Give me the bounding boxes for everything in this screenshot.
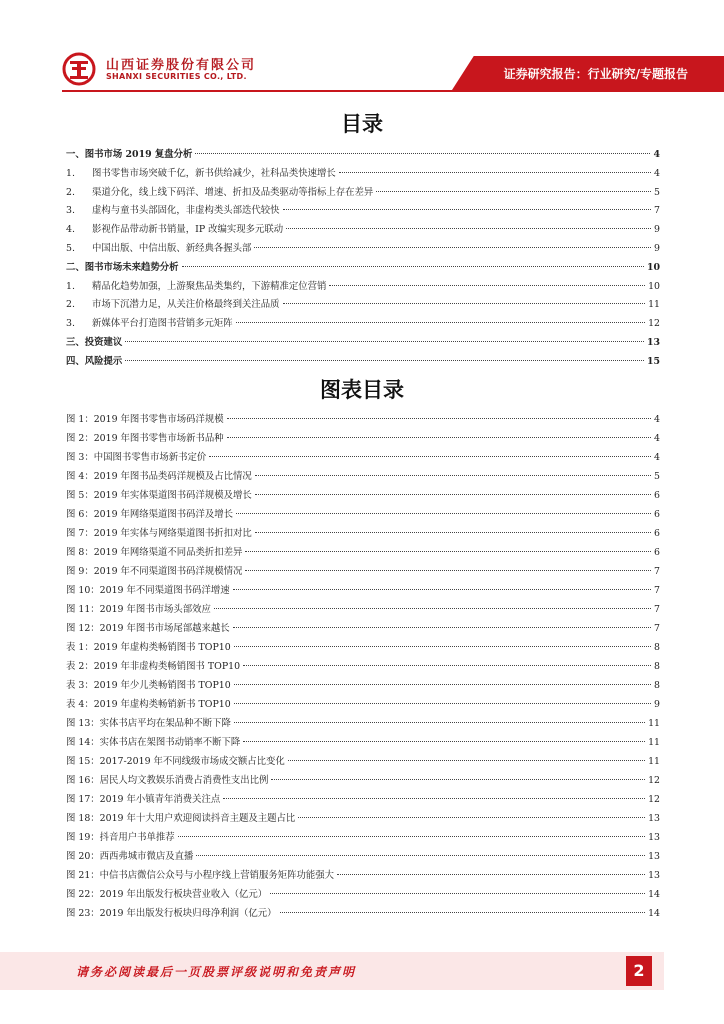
- header-divider: [62, 90, 724, 92]
- figure-entry-title: 图 4：2019 年图书品类码洋规模及占比情况: [66, 471, 252, 482]
- figure-entry[interactable]: [66, 752, 660, 771]
- dot-leader: [125, 360, 644, 361]
- dot-leader: [236, 322, 645, 323]
- figure-entry-title: 图 10：2019 年不同渠道图书码洋增速: [66, 585, 230, 596]
- toc-entry[interactable]: [66, 165, 660, 184]
- dot-leader: [125, 341, 644, 342]
- figure-entry-page: 4: [654, 433, 660, 444]
- company-name-cn: 山西证券股份有限公司: [106, 58, 257, 73]
- figure-index-list: [66, 410, 660, 923]
- figure-entry-page: 12: [648, 775, 660, 786]
- toc-entry-title: 图书市场 2019 复盘分析: [84, 149, 193, 160]
- company-name-en: SHANXI SECURITIES CO., LTD.: [106, 72, 247, 81]
- figure-entry[interactable]: [66, 714, 660, 733]
- toc-entry-page: 12: [648, 318, 660, 330]
- toc-entry-title: 中国出版、中信出版、新经典各握头部: [92, 242, 252, 254]
- figure-entry-page: 6: [654, 490, 660, 501]
- figure-entry[interactable]: [66, 505, 660, 524]
- dot-leader: [254, 247, 651, 248]
- dot-leader: [245, 551, 651, 552]
- figure-entry-page: 5: [654, 471, 660, 482]
- figure-entry-title: 图 11：2019 年图书市场头部效应: [66, 604, 211, 615]
- figure-entry-page: 4: [654, 414, 660, 425]
- figure-entry[interactable]: [66, 448, 660, 467]
- toc-entry-number: 四、: [66, 355, 85, 367]
- toc-entry-number: 5.: [66, 242, 75, 254]
- dot-leader: [209, 456, 651, 457]
- dot-leader: [243, 665, 651, 666]
- figure-entry[interactable]: [66, 904, 660, 923]
- figure-entry[interactable]: [66, 486, 660, 505]
- dot-leader: [233, 589, 651, 590]
- figure-entry-title: 图 3：中国图书零售市场新书定价: [66, 452, 207, 463]
- figure-entry-title: 图 19：抖音用户书单推荐: [66, 832, 175, 843]
- figure-entry-page: 13: [648, 851, 660, 862]
- page-header: [0, 0, 724, 96]
- figure-entry-title: 图 7：2019 年实体与网络渠道图书折扣对比: [66, 528, 252, 539]
- report-type-label: 证券研究报告：行业研究/专题报告: [503, 67, 688, 81]
- toc-entry-page: 4: [653, 149, 660, 160]
- toc-entry-number: 1.: [66, 280, 75, 292]
- toc-entry-page: 5: [654, 186, 660, 198]
- figure-entry-page: 7: [654, 604, 660, 615]
- figure-entry-page: 7: [654, 585, 660, 596]
- toc-entry[interactable]: [66, 202, 660, 221]
- figure-entry[interactable]: [66, 828, 660, 847]
- dot-leader: [271, 779, 645, 780]
- dot-leader: [195, 153, 650, 154]
- dot-leader: [223, 798, 645, 799]
- figure-entry-title: 表 3：2019 年少儿类畅销图书 TOP10: [66, 680, 231, 691]
- dot-leader: [283, 209, 652, 210]
- dot-leader: [270, 893, 645, 894]
- figure-entry-page: 11: [648, 737, 660, 748]
- figure-entry-title: 图 17：2019 年小镇青年消费关注点: [66, 794, 221, 805]
- figure-entry-title: 图 21：中信书店微信公众号与小程序线上营销服务矩阵功能强大: [66, 870, 335, 881]
- figure-entry-title: 图 23：2019 年出版发行板块归母净利润（亿元）: [66, 908, 277, 919]
- toc-entry-title: 虚构与童书头部固化，非虚构类头部迭代较快: [92, 205, 280, 217]
- figure-entry-page: 7: [654, 566, 660, 577]
- figure-entry-page: 13: [648, 813, 660, 824]
- figure-entry-page: 13: [648, 870, 660, 881]
- toc-entry-number: 3.: [66, 205, 75, 217]
- dot-leader: [227, 418, 651, 419]
- dot-leader: [234, 646, 651, 647]
- figure-entry-page: 6: [654, 509, 660, 520]
- toc-entry-page: 11: [648, 299, 660, 311]
- dot-leader: [283, 303, 646, 304]
- toc-entry[interactable]: [66, 315, 660, 334]
- toc-entry[interactable]: [66, 259, 660, 278]
- figure-entry[interactable]: [66, 638, 660, 657]
- toc-entry-number: 一、: [66, 149, 85, 160]
- dot-leader: [234, 684, 651, 685]
- toc-entry-number: 3.: [66, 318, 75, 330]
- figure-entry-title: 图 15：2017-2019 年不同线级市场成交额占比变化: [66, 756, 285, 767]
- figure-entry-page: 9: [654, 699, 660, 710]
- figure-entry-page: 13: [648, 832, 660, 843]
- toc-entry-number: 二、: [66, 261, 85, 273]
- toc-entry-number: 4.: [66, 224, 75, 236]
- toc-title: 目录: [341, 112, 383, 136]
- toc-entry[interactable]: [66, 296, 660, 315]
- dot-leader: [286, 228, 651, 229]
- dot-leader: [234, 703, 651, 704]
- dot-leader: [339, 172, 651, 173]
- dot-leader: [255, 475, 651, 476]
- figure-entry-page: 6: [654, 528, 660, 539]
- figure-entry[interactable]: [66, 600, 660, 619]
- figure-entry-title: 图 1：2019 年图书零售市场码洋规模: [66, 414, 224, 425]
- toc-entry-number: 2.: [66, 186, 75, 198]
- dot-leader: [196, 855, 645, 856]
- figure-entry-title: 图 8：2019 年网络渠道不同品类折扣差异: [66, 547, 243, 558]
- figure-entry[interactable]: [66, 619, 660, 638]
- figure-entry-title: 表 4：2019 年虚构类畅销新书 TOP10: [66, 699, 231, 710]
- figure-index-title: 图表目录: [320, 378, 404, 402]
- toc-entry-page: 15: [646, 355, 660, 367]
- toc-entry-title: 新媒体平台打造图书营销多元矩阵: [92, 318, 233, 330]
- figure-entry[interactable]: [66, 733, 660, 752]
- toc-entry-page: 13: [646, 336, 660, 348]
- figure-entry[interactable]: [66, 695, 660, 714]
- figure-entry[interactable]: [66, 866, 660, 885]
- toc-entry-page: 9: [654, 224, 660, 236]
- toc-entry-page: 10: [648, 280, 660, 292]
- dot-leader: [280, 912, 646, 913]
- dot-leader: [337, 874, 645, 875]
- dot-leader: [255, 532, 651, 533]
- toc-entry[interactable]: [66, 146, 660, 165]
- dot-leader: [255, 494, 651, 495]
- toc-list: [66, 146, 660, 372]
- dot-leader: [227, 437, 651, 438]
- toc-entry-title: 投资建议: [84, 336, 123, 348]
- toc-entry[interactable]: [66, 240, 660, 259]
- toc-entry-title: 市场下沉潜力足，从关注价格最终到关注品质: [92, 299, 280, 311]
- figure-entry-page: 11: [648, 756, 660, 767]
- figure-entry-title: 图 14：实体书店在架图书动销率不断下降: [66, 737, 241, 748]
- page-number: 2: [626, 956, 652, 986]
- figure-entry[interactable]: [66, 581, 660, 600]
- dot-leader: [233, 627, 651, 628]
- dot-leader: [329, 285, 645, 286]
- figure-entry[interactable]: [66, 771, 660, 790]
- figure-entry-page: 14: [648, 889, 660, 900]
- toc-entry[interactable]: [66, 353, 660, 372]
- toc-entry-title: 图书市场未来趋势分析: [84, 261, 179, 273]
- dot-leader: [298, 817, 645, 818]
- toc-entry-title: 渠道分化，线上线下码洋、增速、折扣及品类驱动等指标上存在差异: [92, 186, 374, 198]
- toc-entry[interactable]: [66, 221, 660, 240]
- toc-entry-page: 4: [654, 167, 660, 179]
- figure-entry-page: 7: [654, 623, 660, 634]
- shanxi-securities-logo-icon: [62, 52, 100, 86]
- figure-entry-title: 图 5：2019 年实体渠道图书码洋规模及增长: [66, 490, 252, 501]
- toc-entry-page: 7: [654, 205, 660, 217]
- toc-entry-number: 三、: [66, 336, 85, 348]
- figure-entry-page: 8: [654, 661, 660, 672]
- figure-entry[interactable]: [66, 467, 660, 486]
- figure-entry-title: 图 18：2019 年十大用户欢迎阅读抖音主题及主题占比: [66, 813, 296, 824]
- dot-leader: [236, 513, 651, 514]
- figure-entry-title: 图 16：居民人均文教娱乐消费占消费性支出比例: [66, 775, 269, 786]
- dot-leader: [234, 722, 645, 723]
- figure-entry[interactable]: [66, 543, 660, 562]
- figure-entry[interactable]: [66, 524, 660, 543]
- figure-entry-title: 图 12：2019 年图书市场尾部越来越长: [66, 623, 230, 634]
- dot-leader: [182, 266, 644, 267]
- dot-leader: [376, 191, 651, 192]
- figure-entry-page: 12: [648, 794, 660, 805]
- disclaimer-text: 请务必阅读最后一页股票评级说明和免责声明: [76, 965, 357, 979]
- figure-entry[interactable]: [66, 676, 660, 695]
- figure-entry-title: 图 13：实体书店平均在架品种不断下降: [66, 718, 231, 729]
- figure-entry-page: 6: [654, 547, 660, 558]
- figure-entry-title: 图 6：2019 年网络渠道图书码洋及增长: [66, 509, 234, 520]
- figure-entry-title: 图 2：2019 年图书零售市场新书品种: [66, 433, 224, 444]
- dot-leader: [243, 741, 645, 742]
- toc-entry[interactable]: [66, 184, 660, 203]
- figure-entry-page: 11: [648, 718, 660, 729]
- toc-entry-title: 精品化趋势加强，上游聚焦品类集约，下游精准定位营销: [92, 280, 327, 292]
- figure-entry[interactable]: [66, 410, 660, 429]
- dot-leader: [288, 760, 645, 761]
- figure-entry[interactable]: [66, 847, 660, 866]
- toc-entry-title: 图书零售市场突破千亿，新书供给减少，社科品类快速增长: [92, 167, 336, 179]
- toc-entry-title: 影视作品带动新书销量，IP 改编实现多元联动: [92, 224, 284, 236]
- figure-entry[interactable]: [66, 885, 660, 904]
- figure-entry-page: 8: [654, 680, 660, 691]
- toc-entry-page: 9: [654, 242, 660, 254]
- figure-entry-page: 8: [654, 642, 660, 653]
- toc-entry-title: 风险提示: [84, 355, 123, 367]
- figure-entry-title: 图 20：西西弗城市微店及直播: [66, 851, 194, 862]
- figure-entry-title: 表 2：2019 年非虚构类畅销图书 TOP10: [66, 661, 241, 672]
- figure-entry[interactable]: [66, 562, 660, 581]
- figure-entry[interactable]: [66, 657, 660, 676]
- figure-entry-page: 14: [648, 908, 660, 919]
- figure-entry[interactable]: [66, 429, 660, 448]
- figure-entry-title: 图 22：2019 年出版发行板块营业收入（亿元）: [66, 889, 268, 900]
- toc-entry[interactable]: [66, 334, 660, 353]
- toc-entry-page: 10: [646, 261, 660, 273]
- figure-entry-title: 表 1：2019 年虚构类畅销图书 TOP10: [66, 642, 231, 653]
- figure-entry[interactable]: [66, 790, 660, 809]
- dot-leader: [178, 836, 645, 837]
- toc-entry-number: 1.: [66, 167, 75, 179]
- toc-entry[interactable]: [66, 278, 660, 297]
- figure-entry-title: 图 9：2019 年不同渠道图书码洋规模情况: [66, 566, 243, 577]
- dot-leader: [214, 608, 651, 609]
- figure-entry-page: 4: [654, 452, 660, 463]
- figure-entry[interactable]: [66, 809, 660, 828]
- dot-leader: [245, 570, 651, 571]
- toc-entry-number: 2.: [66, 299, 75, 311]
